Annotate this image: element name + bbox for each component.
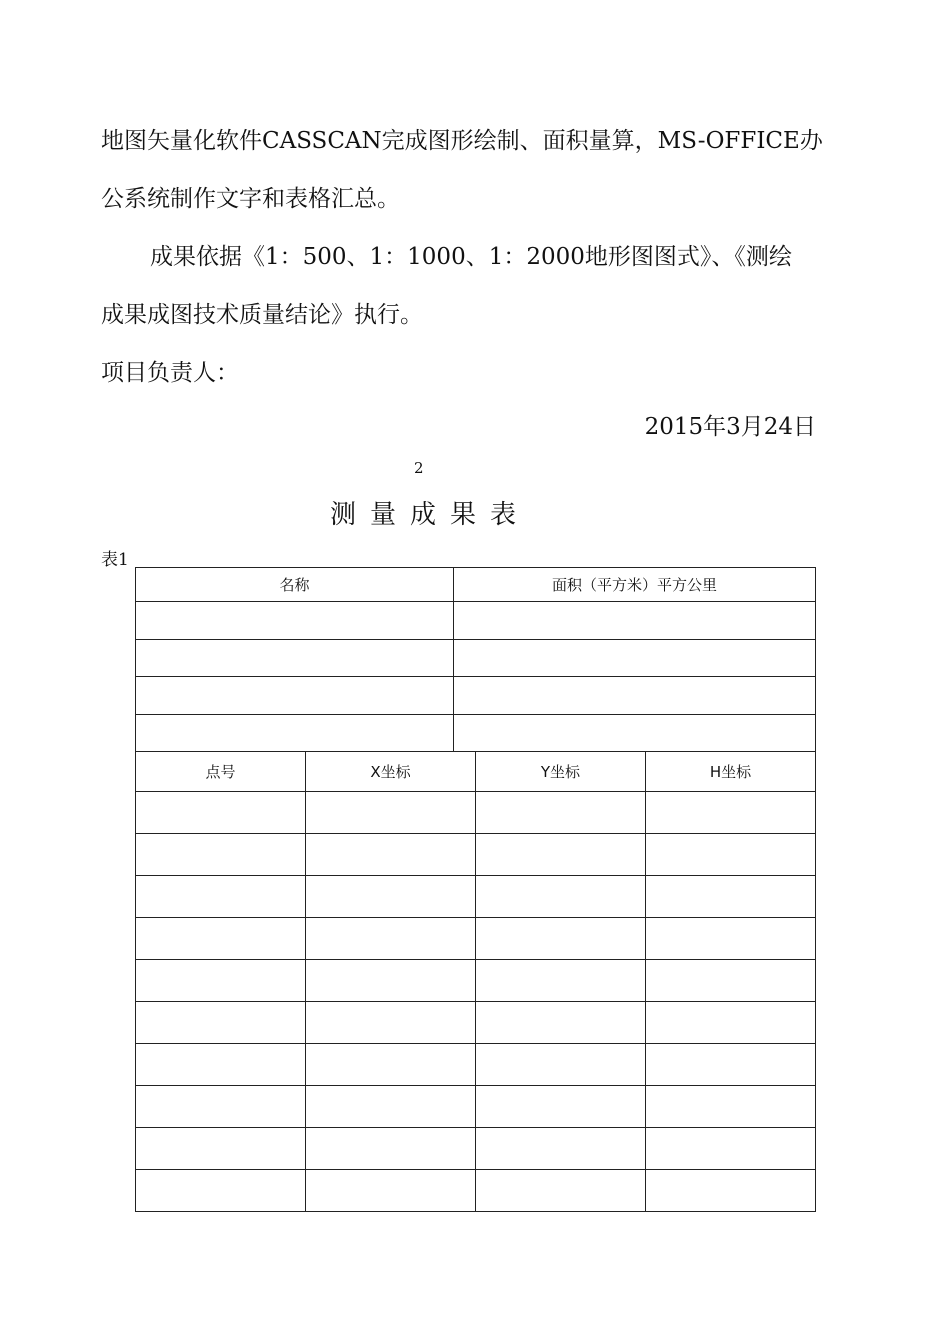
table-cell <box>454 714 816 752</box>
table-cell <box>475 1001 645 1043</box>
document-date: 2015年3月24日 <box>644 414 816 440</box>
page-number: 2 <box>414 459 424 477</box>
table-row <box>136 1127 816 1169</box>
project-lead-label: 项目负责人： <box>101 360 239 386</box>
table-title: 测量成果表 <box>330 500 531 530</box>
header-point-id: 点号 <box>136 752 306 791</box>
table-cell <box>645 917 815 959</box>
header-area: 面积（平方米）平方公里 <box>454 568 816 602</box>
table-cell <box>454 639 816 677</box>
table-cell <box>475 1169 645 1211</box>
table-cell <box>454 602 816 640</box>
area-table-header <box>136 568 816 602</box>
table-cell <box>136 1001 306 1043</box>
coordinate-table <box>135 752 816 1212</box>
table-cell <box>645 1085 815 1127</box>
table-cell <box>306 959 476 1001</box>
table-cell <box>136 677 454 715</box>
table-cell <box>306 875 476 917</box>
table-label: 表1 <box>101 550 129 570</box>
header-x: X坐标 <box>306 752 476 791</box>
area-table <box>135 567 816 752</box>
table-row <box>136 1169 816 1211</box>
table-cell <box>454 677 816 715</box>
header-name: 名称 <box>136 568 454 602</box>
table-cell <box>306 791 476 833</box>
table-cell <box>136 959 306 1001</box>
table-cell <box>475 1085 645 1127</box>
table-row <box>136 639 816 677</box>
table-cell <box>306 1085 476 1127</box>
table-cell <box>475 791 645 833</box>
table-cell <box>645 1043 815 1085</box>
table-cell <box>136 917 306 959</box>
table-row <box>136 959 816 1001</box>
table-cell <box>475 875 645 917</box>
table-cell <box>645 959 815 1001</box>
table-cell <box>475 1127 645 1169</box>
body-line-1: 地图矢量化软件CASSCAN完成图形绘制、面积量算，MS-OFFICE办 <box>101 128 823 154</box>
body-line-3: 成果依据《1：500、1：1000、1：2000地形图图式》、《测绘 <box>150 244 792 270</box>
table-row <box>136 833 816 875</box>
table-cell <box>136 1169 306 1211</box>
table-row <box>136 1085 816 1127</box>
table-cell <box>475 1043 645 1085</box>
table-cell <box>645 875 815 917</box>
table-cell <box>136 1127 306 1169</box>
coordinate-table-header <box>136 752 816 791</box>
table-cell <box>645 791 815 833</box>
table-row <box>136 677 816 715</box>
table-cell <box>645 1127 815 1169</box>
table-cell <box>306 1169 476 1211</box>
table-cell <box>136 833 306 875</box>
table-cell <box>475 833 645 875</box>
table-cell <box>136 602 454 640</box>
table-cell <box>136 1085 306 1127</box>
table-cell <box>306 1001 476 1043</box>
table-cell <box>306 1043 476 1085</box>
table-cell <box>645 833 815 875</box>
table-row <box>136 602 816 640</box>
table-cell <box>306 917 476 959</box>
body-line-4: 成果成图技术质量结论》执行。 <box>101 302 423 328</box>
table-row <box>136 791 816 833</box>
table-row <box>136 714 816 752</box>
table-cell <box>475 959 645 1001</box>
body-line-2: 公系统制作文字和表格汇总。 <box>101 186 400 212</box>
table-cell <box>306 1127 476 1169</box>
table-cell <box>475 917 645 959</box>
table-cell <box>645 1001 815 1043</box>
header-y: Y坐标 <box>475 752 645 791</box>
header-h: H坐标 <box>645 752 815 791</box>
table-cell <box>306 833 476 875</box>
table-cell <box>136 791 306 833</box>
table-cell <box>645 1169 815 1211</box>
table-row <box>136 875 816 917</box>
table-cell <box>136 1043 306 1085</box>
table-cell <box>136 639 454 677</box>
table-cell <box>136 714 454 752</box>
table-cell <box>136 875 306 917</box>
table-row <box>136 1001 816 1043</box>
table-row <box>136 917 816 959</box>
table-row <box>136 1043 816 1085</box>
